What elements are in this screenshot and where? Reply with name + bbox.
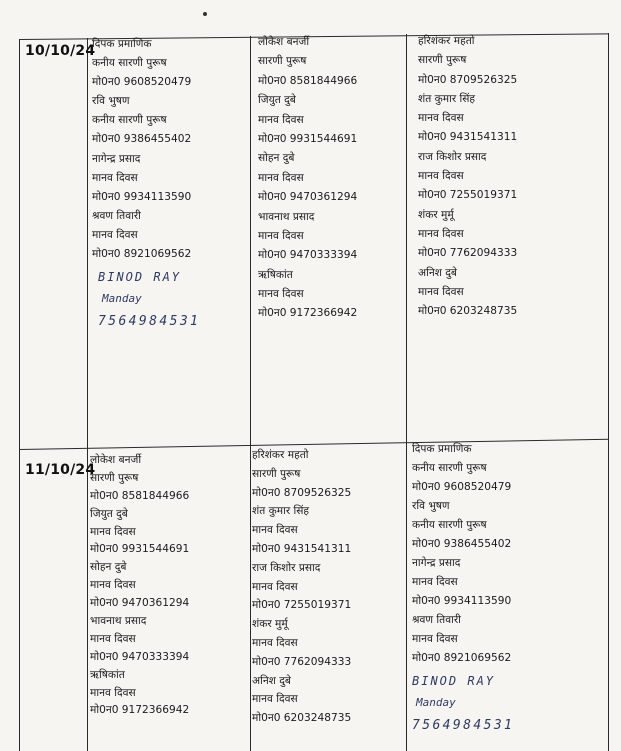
entry-line: सारणी पुरूष [418, 54, 467, 67]
entry-line: मो0न0 9470333394 [90, 650, 190, 663]
entry-line: भावनाथ प्रसाद [258, 210, 315, 223]
entry-line: मो0न0 9386455402 [92, 133, 192, 146]
entry-line: मानव दिवस [418, 170, 464, 183]
handwritten-name: BINOD RAY [412, 674, 496, 688]
entry-line: अनिश दुबे [418, 266, 457, 279]
entry-line: मो0न0 8581844966 [258, 74, 358, 87]
entry-line: मो0न0 8921069562 [92, 248, 192, 261]
entry-line: सारणी पुरूष [252, 467, 301, 480]
entry-line: मानव दिवस [418, 227, 464, 240]
row-1-col-3 [418, 32, 517, 321]
entry-line: मो0न0 9931544691 [258, 132, 358, 145]
entry-line: मो0न0 9172366942 [90, 704, 190, 717]
table-divider-1 [87, 38, 88, 751]
entry-line: दिपक प्रमाणिक [412, 443, 472, 455]
entry-line: कनीय सारणी पुरूष [92, 57, 167, 70]
entry-line: लोकेश बनर्जी [90, 454, 142, 466]
entry-line: ऋषिकांत [258, 268, 293, 281]
entry-line: मो0न0 7762094333 [252, 655, 352, 668]
entry-list [412, 440, 514, 668]
entry-line: शंकर मुर्मू [418, 208, 454, 221]
table-divider-3 [406, 34, 407, 751]
entry-line: मो0न0 9931544691 [90, 543, 190, 556]
entry-line: मानव दिवस [252, 524, 298, 537]
entry-line: मो0न0 9934113590 [412, 595, 512, 607]
ink-dot [203, 12, 207, 16]
entry-line: मो0न0 9431541311 [252, 542, 352, 555]
entry-line: मानव दिवस [258, 171, 304, 184]
entry-list [90, 452, 189, 720]
entry-line: मानव दिवस [90, 632, 136, 645]
entry-line: मो0न0 6203248735 [252, 712, 352, 725]
entry-line: मो0न0 8709526325 [252, 486, 352, 499]
entry-line: हरिशंकर महतो [418, 35, 475, 47]
entry-line: मानव दिवस [90, 686, 136, 699]
row-2-col-1 [90, 452, 189, 720]
handwritten-phone: 7564984531 [98, 314, 201, 330]
entry-line: मानव दिवस [90, 525, 136, 538]
entry-line: श्रवण तिवारी [92, 209, 141, 222]
entry-line: मानव दिवस [92, 228, 138, 241]
entry-line: सोहन दुबे [90, 561, 127, 574]
entry-line: ऋषिकांत [90, 668, 125, 681]
entry-line: मानव दिवस [90, 579, 136, 592]
entry-line: मानव दिवस [418, 285, 464, 298]
entry-line: अनिश दुबे [252, 674, 291, 687]
entry-line: मो0न0 7762094333 [418, 247, 518, 260]
entry-line: लोकेश बनर्जी [258, 36, 310, 48]
entry-line: मानव दिवस [412, 633, 458, 645]
entry-line: जियुत दुबे [90, 507, 128, 520]
entry-line: राज किशोर प्रसाद [252, 561, 321, 574]
entry-line: मो0न0 9470361294 [258, 191, 358, 204]
entry-line: मानव दिवस [252, 636, 298, 649]
entry-line: मानव दिवस [252, 693, 298, 706]
entry-line: मानव दिवस [92, 171, 138, 184]
handwritten-role: Manday [102, 292, 142, 306]
table-border-left [19, 40, 20, 751]
entry-list [258, 33, 357, 324]
entry-line: नागेन्द्र प्रसाद [412, 557, 461, 569]
handwritten-name: BINOD RAY [98, 270, 182, 285]
entry-line: मानव दिवस [258, 288, 304, 301]
handwritten-phone: 7564984531 [412, 718, 515, 733]
entry-line: श्रवण तिवारी [412, 614, 461, 626]
entry-line: मो0न0 9934113590 [92, 190, 192, 203]
entry-line: हरिशंकर महतो [252, 449, 309, 461]
entry-list [418, 32, 517, 321]
entry-line: दिपक प्रमाणिक [92, 38, 152, 50]
row-1-date: 10/10/24 [25, 43, 96, 59]
entry-line: मो0न0 8709526325 [418, 73, 518, 86]
entry-line: सारणी पुरूष [90, 471, 139, 484]
entry-list [252, 446, 351, 728]
row-2-date: 11/10/24 [25, 462, 96, 478]
entry-line: मो0न0 9470333394 [258, 249, 358, 262]
entry-line: मो0न0 9386455402 [412, 538, 512, 550]
entry-line: रवि भुषण [92, 95, 130, 108]
entry-line: जियुत दुबे [258, 94, 296, 107]
entry-line: मो0न0 7255019371 [418, 189, 518, 202]
entry-line: मानव दिवस [258, 113, 304, 126]
handwritten-note [98, 266, 200, 334]
row-1-col-2 [258, 33, 357, 324]
entry-line: मो0न0 6203248735 [418, 305, 518, 318]
entry-line: मो0न0 9431541311 [418, 131, 518, 144]
entry-line: शंकर मुर्मू [252, 618, 288, 631]
row-1-col-1 [92, 35, 200, 334]
entry-line: सोहन दुबे [258, 152, 295, 165]
entry-line: राज किशोर प्रसाद [418, 150, 487, 163]
entry-line: कनीय सारणी पुरूष [412, 462, 487, 474]
entry-line: मानव दिवस [252, 580, 298, 593]
entry-line: भावनाथ प्रसाद [90, 615, 147, 628]
entry-line: मो0न0 7255019371 [252, 599, 352, 612]
entry-line: कनीय सारणी पुरूष [412, 519, 487, 531]
entry-line: मानव दिवस [258, 229, 304, 242]
entry-line: मानव दिवस [412, 576, 458, 588]
entry-line: शंत कुमार सिंह [252, 505, 310, 518]
entry-line: मो0न0 9470361294 [90, 597, 190, 610]
entry-line: मो0न0 9608520479 [412, 481, 512, 493]
entry-line: मो0न0 8581844966 [90, 489, 190, 502]
entry-list [92, 35, 200, 264]
entry-line: रवि भुषण [412, 500, 450, 512]
entry-line: नागेन्द्र प्रसाद [92, 152, 141, 165]
entry-line: मो0न0 9172366942 [258, 307, 358, 320]
handwritten-role: Manday [416, 696, 456, 709]
entry-line: मो0न0 9608520479 [92, 76, 192, 89]
row-2-col-3 [412, 440, 514, 738]
table-border-right [608, 33, 609, 751]
entry-line: मानव दिवस [418, 112, 464, 125]
entry-line: कनीय सारणी पुरूष [92, 114, 167, 127]
row-2-col-2 [252, 446, 351, 728]
entry-line: शंत कुमार सिंह [418, 92, 476, 105]
entry-line: सारणी पुरूष [258, 55, 307, 68]
handwritten-note [412, 670, 514, 738]
entry-line: मो0न0 8921069562 [412, 652, 512, 664]
